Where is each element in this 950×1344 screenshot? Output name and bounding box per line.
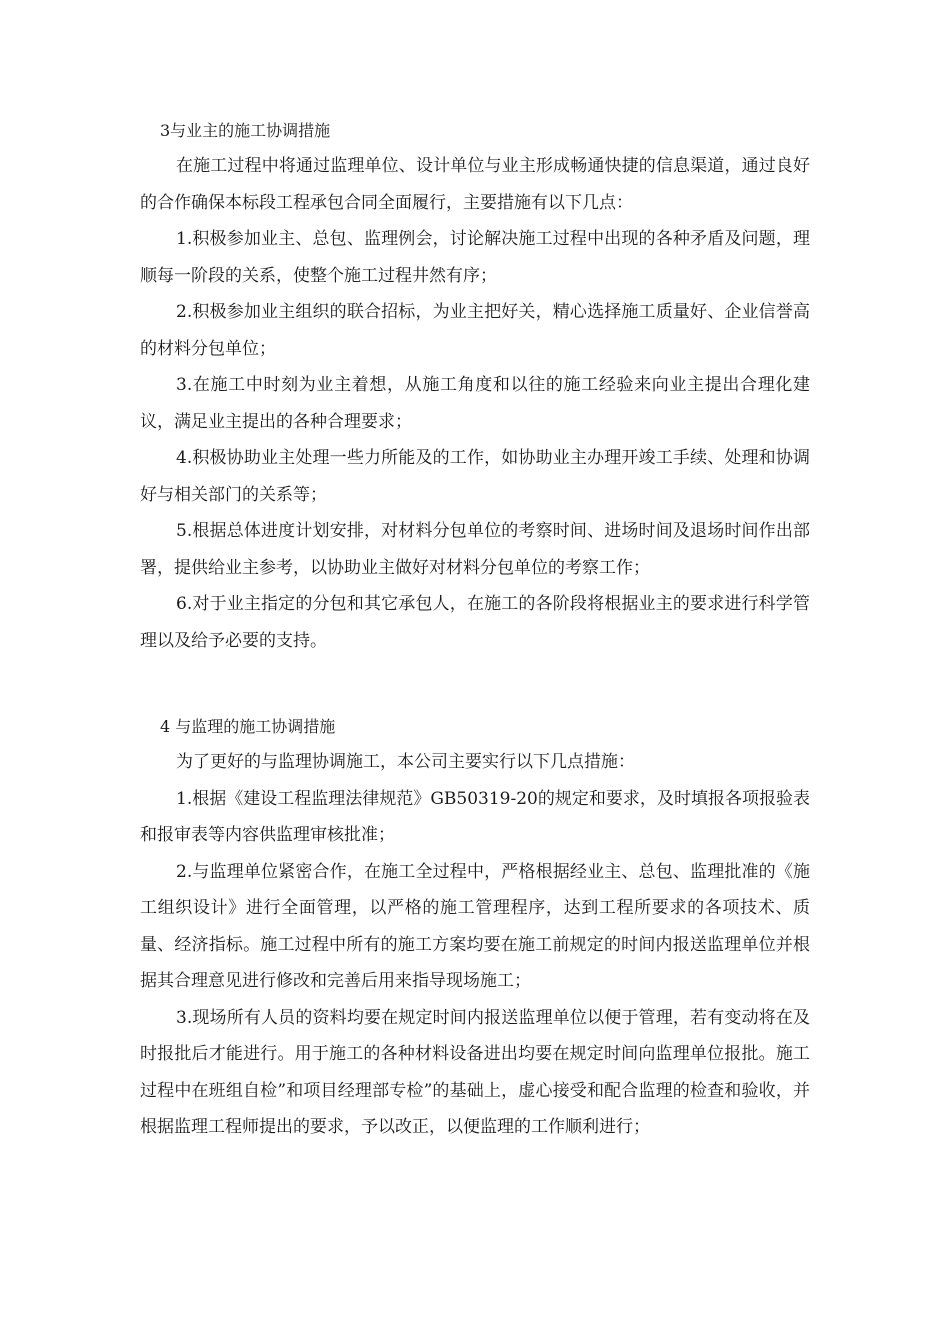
- section-heading: 3与业主的施工协调措施: [160, 121, 331, 140]
- paragraph-intro: 为了更好的与监理协调施工，本公司主要实行以下几点措施：: [176, 752, 635, 772]
- paragraph-item-6: 6.对于业主指定的分包和其它承包人，在施工的各阶段将根据业主的要求进行科学管理以及给予必要的支持。: [140, 594, 810, 651]
- section-heading: 4 与监理的施工协调措施: [160, 717, 336, 736]
- paragraph-item-1: 1.积极参加业主、总包、监理例会，讨论解决施工过程中出现的各种矛盾及问题，理顺每一阶段的关系，使整个施工过程井然有序；: [140, 229, 810, 286]
- paragraph-item-2: 2.与监理单位紧密合作，在施工全过程中，严格根据经业主、总包、监理批准的《施工组织设计》进行全面管理，以严格的施工管理程序，达到工程所要求的各项技术、质量、经济指标。施工过程中所有的施工方案均要在施工前规定的时间内报送监理单位并根据其合理意见进行修改和完善后用来指导现场施工；: [140, 861, 810, 991]
- paragraph-item-3: 3.现场所有人员的资料均要在规定时间内报送监理单位以便于管理，若有变动将在及时报批后才能进行。用于施工的各种材料设备进出均要在规定时间向监理单位报批。施工过程中在班组自检”和项目经理部专检”的基础上，虚心接受和配合监理的检查和验收，并根据监理工程师提出的要求，予以改正，以便监理的工作顺利进行；: [140, 1007, 810, 1137]
- paragraph-item-3: 3.在施工中时刻为业主着想，从施工角度和以往的施工经验来向业主提出合理化建议，满足业主提出的各种合理要求；: [140, 375, 810, 432]
- section-supervisor-coordination: [140, 710, 810, 1146]
- paragraph-intro: 在施工过程中将通过监理单位、设计单位与业主形成畅通快捷的信息渠道，通过良好的合作确保本标段工程承包合同全面履行，主要措施有以下几点：: [140, 156, 810, 213]
- section-owner-coordination: [140, 114, 810, 659]
- paragraph-item-5: 5.根据总体进度计划安排，对材料分包单位的考察时间、进场时间及退场时间作出部署，提供给业主参考，以协助业主做好对材料分包单位的考察工作；: [140, 521, 810, 578]
- paragraph-item-1: 1.根据《建设工程监理法律规范》GB50319-20的规定和要求，及时填报各项报验表和报审表等内容供监理审核批准；: [140, 788, 810, 845]
- paragraph-item-4: 4.积极协助业主处理一些力所能及的工作，如协助业主办理开竣工手续、处理和协调好与相关部门的关系等；: [140, 448, 810, 505]
- paragraph-item-2: 2.积极参加业主组织的联合招标，为业主把好关，精心选择施工质量好、企业信誉高的材料分包单位；: [140, 302, 810, 359]
